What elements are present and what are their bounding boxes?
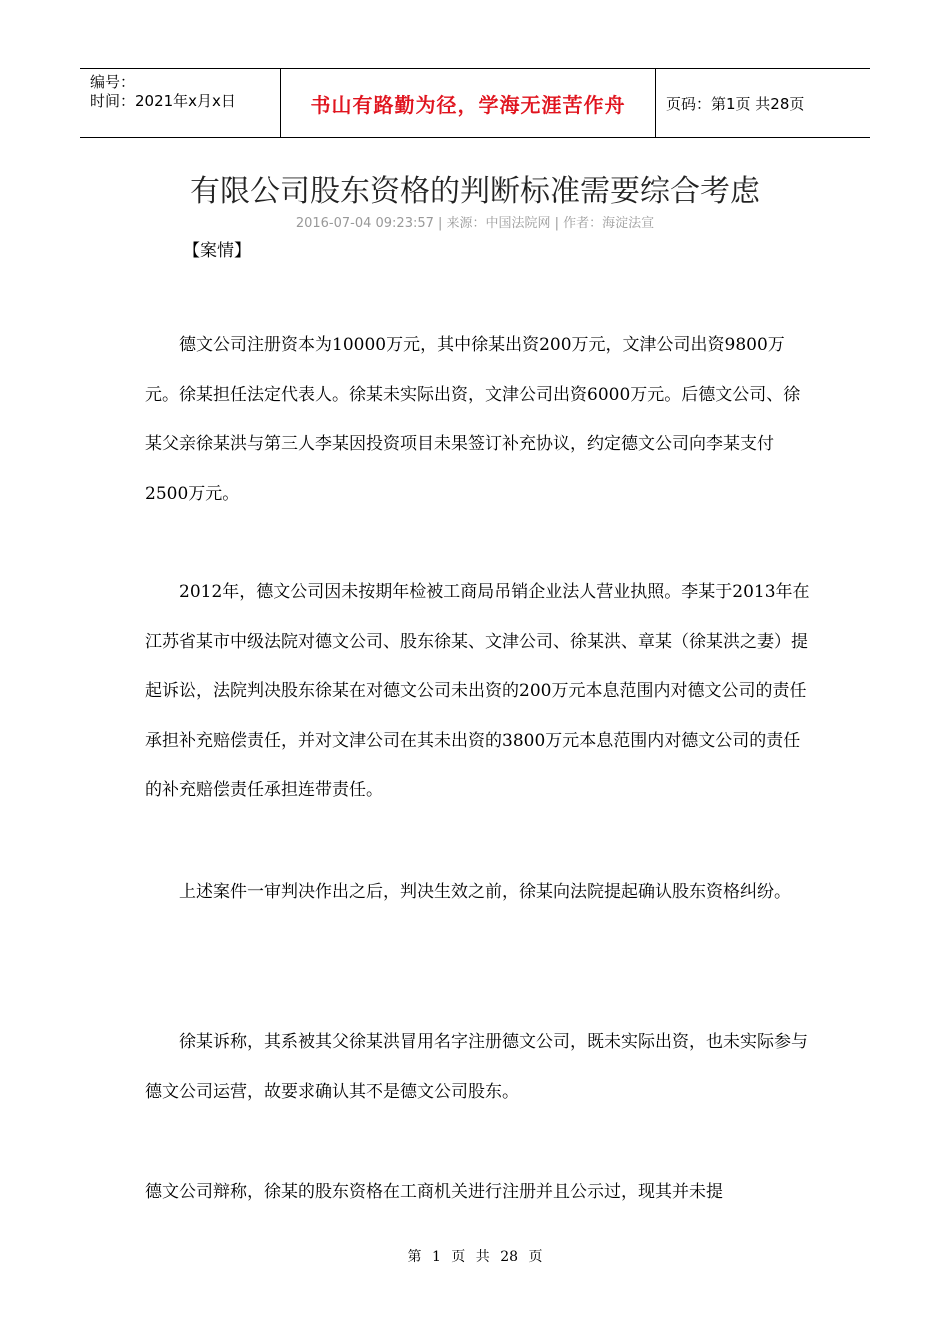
paragraph: 上述案件一审判决作出之后，判决生效之前，徐某向法院提起确认股东资格纠纷。 — [179, 882, 791, 902]
article-title: 有限公司股东资格的判断标准需要综合考虑 — [190, 174, 760, 209]
time-label: 时间：2021年x月x日 — [90, 92, 236, 110]
header-page-code: 页码：第1页 共28页 — [666, 94, 805, 113]
paragraph: 2012年，德文公司因未按期年检被工商局吊销企业法人营业执照。李某于2013年在江苏省某市中级法院对德文公司、股东徐某、文津公司、徐某洪、章某（徐某洪之妻）提起诉讼，法院判决股东徐某在对德文公司未出资的200万元本息范围内对德文公司的责任承担补充赔偿责任，并对文津公司在其未出资的3800万元本息范围内对德文公司的责任的补充赔偿责任承担连带责任。 — [145, 582, 810, 800]
paragraph: 德文公司辩称，徐某的股东资格在工商机关进行注册并且公示过，现其并未提 — [145, 1182, 723, 1202]
document-header — [80, 68, 870, 138]
case-section-label: 【案情】 — [183, 241, 251, 261]
page-footer: 第 1 页 共 28 页 — [407, 1249, 543, 1265]
paragraph: 德文公司注册资本为10000万元，其中徐某出资200万元，文津公司出资9800万元。徐某担任法定代表人。徐某未实际出资，文津公司出资6000万元。后德文公司、徐某父亲徐某洪与第三人李某因投资项目未果签订补充协议，约定德文公司向李某支付2500万元。 — [145, 335, 801, 504]
article-meta: 2016-07-04 09:23:57 | 来源：中国法院网 | 作者：海淀法宣 — [295, 216, 655, 231]
paragraph: 徐某诉称，其系被其父徐某洪冒用名字注册德文公司，既未实际出资，也未实际参与德文公司运营，故要求确认其不是德文公司股东。 — [145, 1032, 808, 1102]
header-info-cell — [80, 69, 281, 137]
number-label: 编号： — [90, 73, 136, 91]
header-motto: 书山有路勤为径，学海无涯苦作舟 — [281, 69, 656, 137]
